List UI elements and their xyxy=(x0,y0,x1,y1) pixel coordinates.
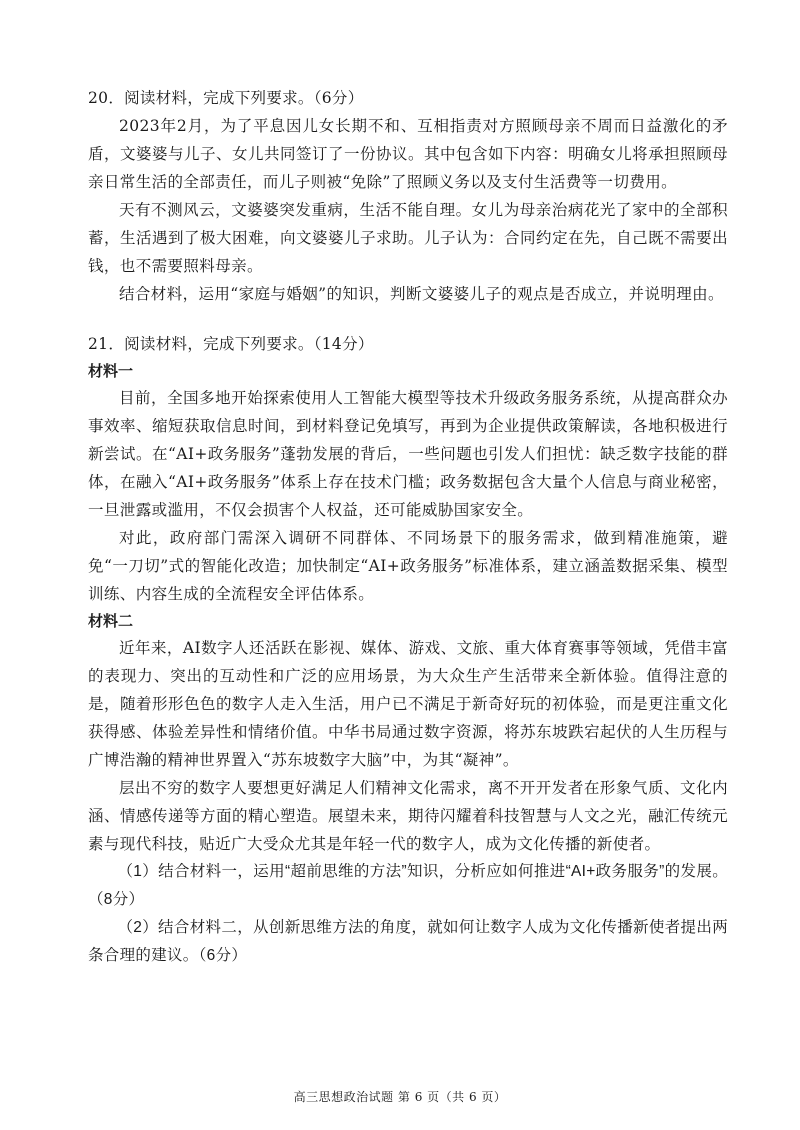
question-20-paragraph: 天有不测风云，文婆婆突发重病，生活不能自理。女儿为母亲治病花光了家中的全部积蓄，生活遇到了极大困难，向文婆婆儿子求助。儿子认为：合同约定在先，自己既不需要出钱，也不需要照料母亲。 xyxy=(88,201,728,275)
material-2-heading: 材料二 xyxy=(88,612,134,630)
question-20-paragraph: 结合材料，运用“家庭与婚姻”的知识，判断文婆婆儿子的观点是否成立，并说明理由。 xyxy=(119,285,724,303)
question-21 xyxy=(88,330,728,970)
question-20 xyxy=(88,84,728,308)
sub-question-2: （2）结合材料二，从创新思维方法的角度，就如何让数字人成为文化传播新使者提出两条合理的建议。（6分） xyxy=(88,919,728,964)
material-1-heading: 材料一 xyxy=(88,362,134,380)
material-1-paragraph: 对此，政府部门需深入调研不同群体、不同场景下的服务需求，做到精准施策，避免“一刀切”式的智能化改造；加快制定“AI+政务服务”标准体系，建立涵盖数据采集、模型训练、内容生成的全流程安全评估体系。 xyxy=(88,529,728,603)
question-20-title: 20．阅读材料，完成下列要求。（6分） xyxy=(88,89,364,107)
material-1-paragraph: 目前，全国多地开始探索使用人工智能大模型等技术升级政务服务系统，从提高群众办事效率、缩短获取信息时间，到材料登记免填写，再到为企业提供政策解读，各地积极进行新尝试。在“AI+政务服务”蓬勃发展的背后，一些问题也引发人们担忧：缺乏数字技能的群体，在融入“AI+政务服务”体系上存在技术门槛；政务数据包含大量个人信息与商业秘密，一旦泄露或滥用，不仅会损害个人权益，还可能威胁国家安全。 xyxy=(88,389,728,519)
exam-page xyxy=(88,84,728,970)
question-20-paragraph: 2023年2月，为了平息因儿女长期不和、互相指责对方照顾母亲不周而日益激化的矛盾，文婆婆与儿子、女儿共同签订了一份协议。其中包含如下内容：明确女儿将承担照顾母亲日常生活的全部责任，而儿子则被“免除”了照顾义务以及支付生活费等一切费用。 xyxy=(88,117,728,191)
page-footer: 高三思想政治试题 第 6 页（共 6 页） xyxy=(293,1090,507,1104)
material-2-paragraph: 近年来，AI数字人还活跃在影视、媒体、游戏、文旅、重大体育赛事等领域，凭借丰富的表现力、突出的互动性和广泛的应用场景，为大众生产生活带来全新体验。值得注意的是，随着形形色色的数字人走入生活，用户已不满足于新奇好玩的初体验，而是更注重文化获得感、体验差异性和情绪价值。中华书局通过数字资源，将苏东坡跌宕起伏的人生历程与广博浩瀚的精神世界置入“苏东坡数字大脑”中，为其“凝神”。 xyxy=(88,639,728,769)
question-spacer xyxy=(88,308,728,330)
material-2-paragraph: 层出不穷的数字人要想更好满足人们精神文化需求，离不开开发者在形象气质、文化内涵、情感传递等方面的精心塑造。展望未来，期待闪耀着科技智慧与人文之光，融汇传统元素与现代科技，贴近广大受众尤其是年轻一代的数字人，成为文化传播的新使者。 xyxy=(88,779,728,853)
sub-question-1: （1）结合材料一，运用“超前思维的方法”知识，分析应如何推进“AI+政务服务”的发展。（8分） xyxy=(88,863,728,908)
question-21-title: 21．阅读材料，完成下列要求。（14分） xyxy=(88,335,374,353)
